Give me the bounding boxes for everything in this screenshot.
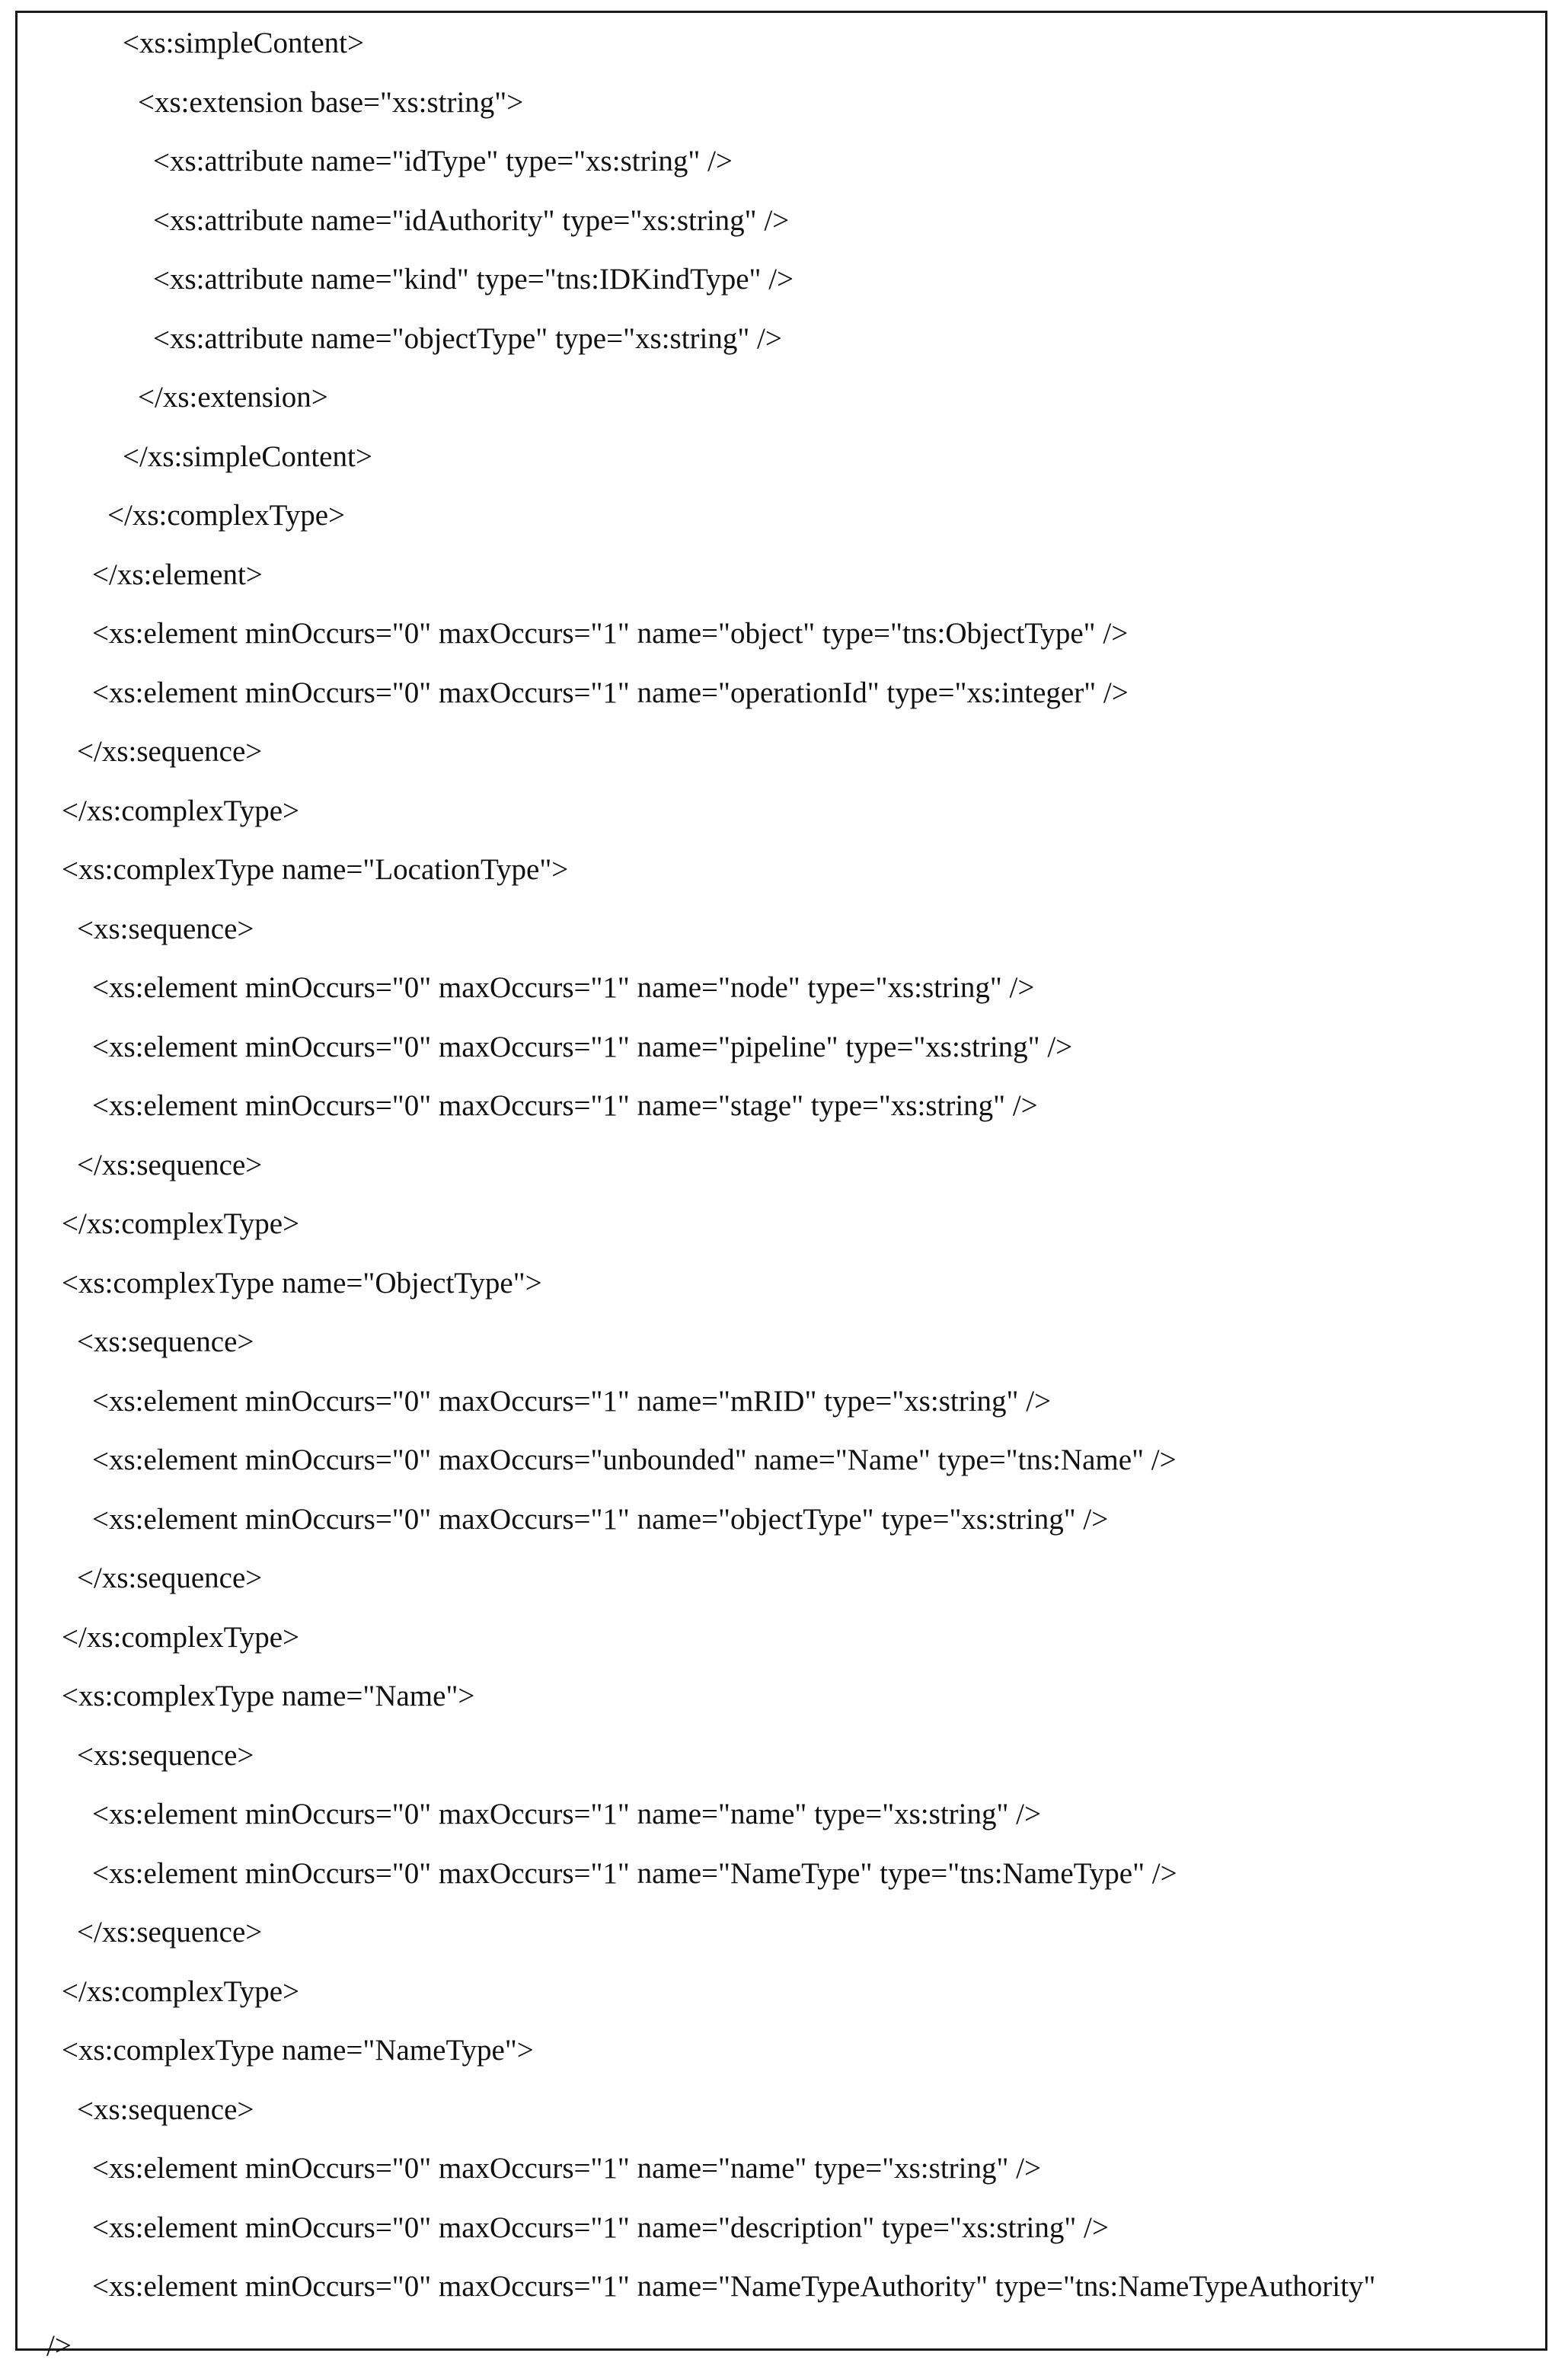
code-line: <xs:element minOccurs="0" maxOccurs="1" name="mRID" type="xs:string" /> [92, 1384, 1052, 1418]
code-line: <xs:simpleContent> [123, 27, 364, 59]
code-line: </xs:sequence> [77, 735, 263, 768]
code-line: <xs:attribute name="objectType" type="xs:string" /> [153, 321, 782, 355]
code-line: <xs:element minOccurs="0" maxOccurs="1" name="object" type="tns:ObjectType" /> [92, 617, 1129, 650]
code-line: </xs:simpleContent> [123, 440, 372, 473]
code-line: <xs:element minOccurs="0" maxOccurs="1" name="NameTypeAuthority" type="tns:NameTypeAuthority" [92, 2270, 1376, 2303]
code-line: <xs:complexType name="NameType"> [62, 2034, 534, 2067]
code-line: <xs:sequence> [77, 912, 254, 945]
code-line: <xs:element minOccurs="0" maxOccurs="1" name="pipeline" type="xs:string" /> [92, 1030, 1073, 1063]
code-line: <xs:element minOccurs="0" maxOccurs="1" name="NameType" type="tns:NameType" /> [92, 1856, 1177, 1890]
code-line: <xs:extension base="xs:string"> [138, 85, 524, 119]
code-line: <xs:element minOccurs="0" maxOccurs="1" name="operationId" type="xs:integer" /> [92, 676, 1129, 709]
code-line: </xs:sequence> [77, 1916, 263, 1949]
code-line: <xs:element minOccurs="0" maxOccurs="1" name="name" type="xs:string" /> [92, 1798, 1041, 1830]
code-line: </xs:complexType> [62, 1620, 300, 1654]
code-line: </xs:element> [92, 558, 263, 591]
code-line: </xs:complexType> [62, 794, 300, 827]
code-line: <xs:attribute name="idAuthority" type="xs:string" /> [153, 203, 790, 237]
code-line: <xs:sequence> [77, 1325, 254, 1358]
code-line: </xs:complexType> [107, 499, 346, 532]
code-line: <xs:element minOccurs="0" maxOccurs="1" name="node" type="xs:string" /> [92, 971, 1035, 1004]
code-line: <xs:complexType name="ObjectType"> [62, 1266, 542, 1300]
code-line: </xs:sequence> [77, 1148, 263, 1181]
code-line: <xs:element minOccurs="0" maxOccurs="1" name="objectType" type="xs:string" /> [92, 1502, 1109, 1536]
code-line: <xs:attribute name="idType" type="xs:string" /> [153, 145, 733, 177]
code-line: <xs:element minOccurs="0" maxOccurs="1" name="name" type="xs:string" /> [92, 2152, 1041, 2185]
code-line: /> [46, 2329, 72, 2362]
code-line: <xs:element minOccurs="0" maxOccurs="1" name="stage" type="xs:string" /> [92, 1089, 1038, 1122]
code-line: <xs:element minOccurs="0" maxOccurs="1" name="description" type="xs:string" /> [92, 2211, 1109, 2244]
code-line: <xs:attribute name="kind" type="tns:IDKindType" /> [153, 263, 794, 296]
code-line: </xs:complexType> [62, 1207, 300, 1240]
code-line: </xs:sequence> [77, 1562, 263, 1594]
code-line: <xs:complexType name="LocationType"> [62, 853, 569, 886]
code-line: <xs:sequence> [77, 2092, 254, 2126]
code-line: <xs:sequence> [77, 1738, 254, 1772]
code-line: <xs:element minOccurs="0" maxOccurs="unbounded" name="Name" type="tns:Name" /> [92, 1443, 1177, 1476]
code-line: <xs:complexType name="Name"> [62, 1680, 475, 1712]
code-listing [15, 11, 1547, 2362]
code-line: </xs:complexType> [62, 1974, 300, 2008]
code-line: </xs:extension> [138, 381, 328, 414]
